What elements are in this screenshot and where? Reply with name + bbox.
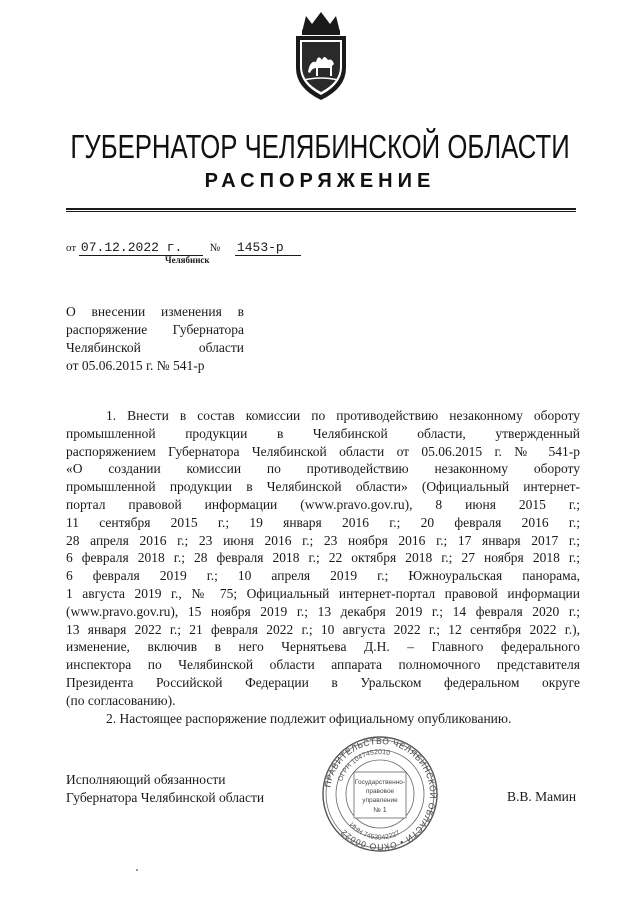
subject-line: Челябинской области — [66, 340, 244, 355]
subject-line: О внесении изменения в — [66, 304, 244, 319]
body-line: 2. Настоящее распоряжение подлежит официальному опубликованию. — [106, 710, 512, 726]
header-rule-thin — [66, 211, 576, 212]
subject-line: распоряжение Губернатора — [66, 322, 244, 337]
body-line: портал правовой информации (www.pravo.gov.ru), 8 июня 2015 г.; — [66, 496, 580, 512]
body-line: промышленной продукции в Челябинской области» (Официальный интернет- — [66, 479, 580, 495]
body-line: промышленной продукции в Челябинской области, утвержденный — [66, 425, 580, 441]
body-line: распоряжением Губернатора Челябинской области от 05.06.2015 г. № 541-р — [66, 443, 580, 459]
official-seal-stamp — [320, 734, 440, 854]
body-line: 1 августа 2019 г., № 75; Официальный интернет-портал правовой информации — [66, 585, 580, 601]
date-number-row — [66, 240, 301, 256]
seal-center-line: Государственно- — [354, 779, 406, 786]
signatory-name: В.В. Мамин — [507, 789, 577, 804]
seal-center-line: № 1 — [373, 807, 387, 814]
document-subject — [66, 303, 244, 375]
coat-of-arms-emblem — [288, 10, 354, 102]
body-line: «О создании комиссии по противодействию незаконному обороту — [66, 461, 580, 477]
body-line: инспектора по Челябинской области аппарата полномочного представителя — [66, 657, 580, 673]
city-label: Челябинск — [165, 255, 210, 265]
date-prefix: от — [66, 242, 77, 254]
seal-center-line: управление — [362, 797, 398, 804]
document-body — [66, 407, 580, 727]
body-line: (по согласованию). — [66, 692, 176, 708]
body-line: 11 сентября 2015 г.; 19 января 2016 г.; 20 февраля 2016 г.; — [66, 514, 580, 530]
body-line: 1. Внести в состав комиссии по противодействию незаконному обороту — [106, 408, 580, 423]
position-line: Исполняющий обязанности — [66, 772, 226, 787]
body-line: 28 апреля 2016 г.; 23 июня 2016 г.; 23 ноября 2016 г.; 17 января 2017 г.; — [66, 532, 580, 548]
scan-speck — [136, 869, 138, 871]
body-line: 6 февраля 2019 г.; 10 апреля 2019 г.; Южноуральская панорама, — [66, 568, 580, 584]
seal-bottom-text: ИНН 7453042227 — [347, 821, 402, 842]
organization-title: ГУБЕРНАТОР ЧЕЛЯБИНСКОЙ ОБЛАСТИ — [70, 128, 570, 165]
body-line: Президента Российской Федерации в Уральском федеральном округе — [66, 674, 580, 690]
subject-line: от 05.06.2015 г. № 541-р — [66, 358, 205, 373]
header-rule — [66, 208, 576, 210]
signatory-position — [66, 771, 264, 807]
seal-center-line: правовое — [365, 788, 395, 795]
document-date: 07.12.2022 г. — [79, 240, 203, 256]
document-type-title: РАСПОРЯЖЕНИЕ — [204, 170, 436, 192]
body-line: 6 февраля 2018 г.; 28 февраля 2018 г.; 22 октября 2018 г.; 27 ноября 2018 г.; — [66, 550, 580, 566]
body-line: (www.pravo.gov.ru), 15 ноября 2019 г.; 13 декабря 2019 г.; 14 февраля 2020 г.; — [66, 603, 580, 619]
seal-outer-text: ПРАВИТЕЛЬСТВО ЧЕЛЯБИНСКОЙ ОБЛАСТИ • ОКПО 00022 — [322, 735, 439, 853]
seal-inner-code: ОГРН 1047452010 — [337, 748, 391, 783]
body-line: изменение, включив в него Чернятьева Д.Н. – Главного федерального — [66, 639, 580, 655]
body-line: 13 января 2022 г.; 21 февраля 2022 г.; 10 августа 2022 г.; 12 сентября 2022 г.), — [66, 621, 580, 637]
number-prefix: № — [209, 242, 221, 254]
document-number: 1453-р — [235, 240, 301, 256]
position-line: Губернатора Челябинской области — [66, 790, 265, 805]
